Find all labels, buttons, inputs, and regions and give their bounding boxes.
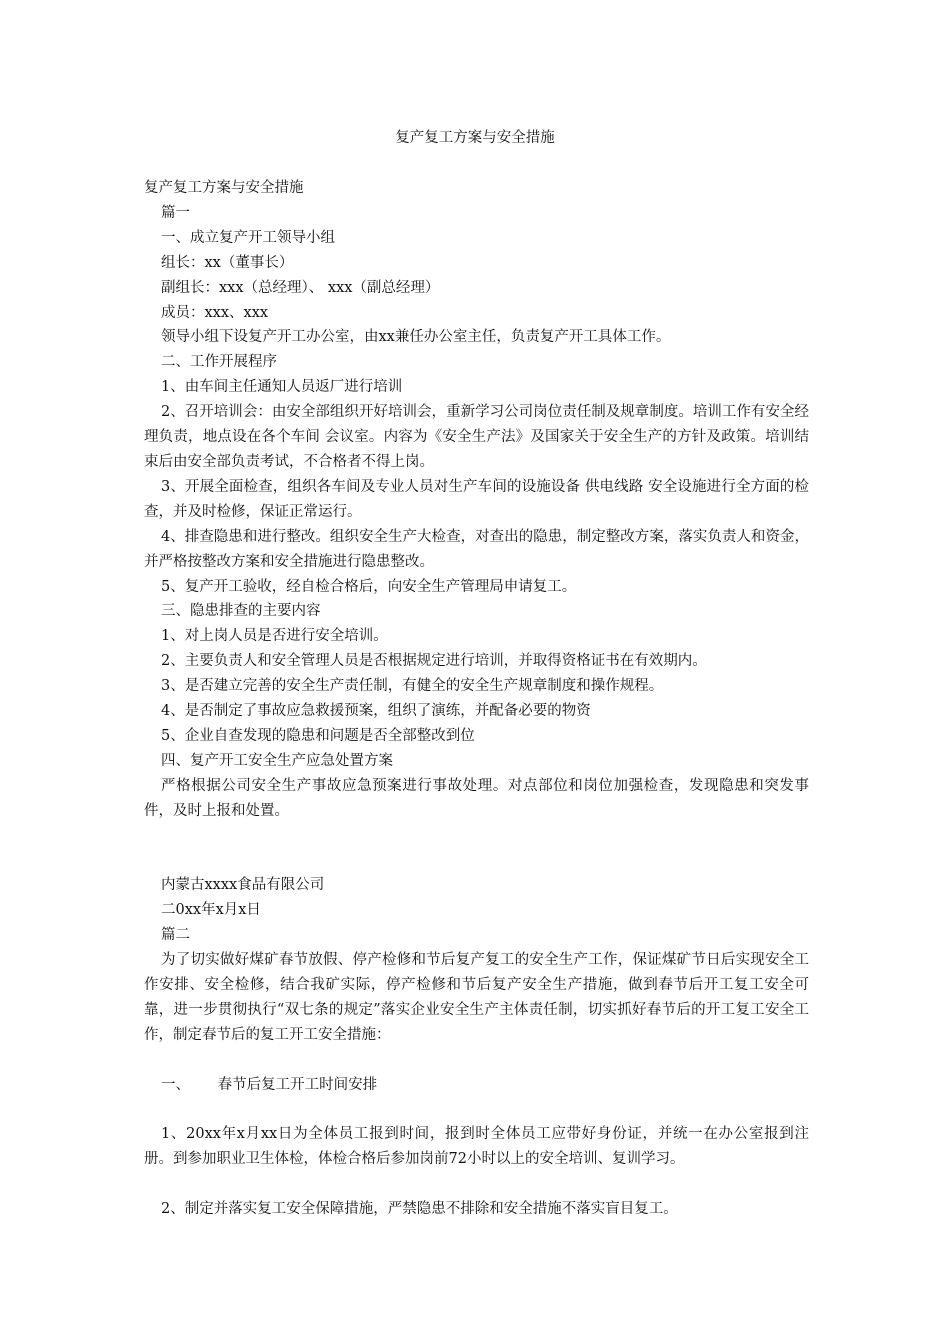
paragraph: 4、排查隐患和进行整改。组织安全生产大检查，对查出的隐患，制定整改方案，落实负责人和资金，并严格按整改方案和安全措施进行隐患整改。	[144, 528, 809, 570]
paragraph: 篇二	[161, 927, 190, 944]
paragraph: 5、企业自查发现的隐患和问题是否全部整改到位	[161, 727, 475, 744]
paragraph: 5、复产开工验收，经自检合格后，向安全生产管理局申请复工。	[161, 578, 577, 595]
paragraph: 二0xx年x月x日	[161, 902, 261, 919]
paragraph: 2、制定并落实复工安全保障措施，严禁隐患不排除和安全措施不落实盲目复工。	[161, 1201, 678, 1218]
blank-line	[144, 848, 809, 873]
blank-line	[144, 824, 809, 849]
paragraph: 篇一	[161, 204, 190, 221]
paragraph: 一、 春节后复工开工时间安排	[161, 1076, 378, 1093]
paragraph: 为了切实做好煤矿春节放假、停产检修和节后复产复工的安全生产工作，保证煤矿节日后实现安全工作安排、安全检修，结合我矿实际，停产检修和节后复产安全生产措施，做到春节后开工复工安全可靠，进一步贯彻执行“双七条的规定”落实企业安全生产主体责任制，切实抓好春节后的开工复工安全工作，制定春节后的复工开工安全措施：	[144, 952, 809, 1043]
paragraph: 2、召开培训会：由安全部组织开好培训会，重新学习公司岗位责任制及规章制度。培训工作有安全经理负责，地点设在各个车间 会议室。内容为《安全生产法》及国家关于安全生产的方针及政策。培训结束后由安全部负责考试，不合格者不得上岗。	[144, 404, 809, 470]
document-title: 复产复工方案与安全措施	[395, 130, 555, 146]
paragraph: 成员：xxx、xxx	[161, 304, 269, 321]
paragraph: 1、对上岗人员是否进行安全培训。	[161, 628, 388, 645]
paragraph: 3、开展全面检查，组织各车间及专业人员对生产车间的设施设备 供电线路 安全设施进行全方面的检查，并及时检修，保证正常运行。	[144, 478, 809, 520]
paragraph: 严格根据公司安全生产事故应急预案进行事故处理。对点部位和岗位加强检查，发现隐患和突发事件，及时上报和处置。	[144, 777, 809, 819]
paragraph: 四、复产开工安全生产应急处置方案	[161, 752, 393, 769]
document-body	[144, 176, 809, 1222]
paragraph: 2、主要负责人和安全管理人员是否根据规定进行培训，并取得资格证书在有效期内。	[161, 653, 707, 670]
paragraph: 领导小组下设复产开工办公室，由xx兼任办公室主任，负责复产开工具体工作。	[161, 329, 671, 346]
blank-line	[144, 1172, 809, 1197]
blank-line	[144, 1048, 809, 1073]
paragraph: 副组长：xxx（总经理）、 xxx（副总经理）	[161, 279, 440, 296]
paragraph: 二、工作开展程序	[161, 354, 277, 371]
blank-line	[144, 1097, 809, 1122]
paragraph: 4、是否制定了事故应急救援预案，组织了演练，并配备必要的物资	[161, 703, 591, 720]
paragraph: 复产复工方案与安全措施	[144, 180, 304, 196]
paragraph: 组长：xx（董事长）	[161, 254, 294, 271]
paragraph: 3、是否建立完善的安全生产责任制，有健全的安全生产规章制度和操作规程。	[161, 678, 664, 695]
paragraph: 内蒙古xxxx食品有限公司	[161, 877, 325, 894]
paragraph: 1、20xx年x月xx日为全体员工报到时间，报到时全体员工应带好身份证，并统一在办公室报到注册。到参加职业卫生体检，体检合格后参加岗前72小时以上的安全培训、复训学习。	[144, 1126, 809, 1168]
paragraph: 一、成立复产开工领导小组	[161, 229, 335, 246]
paragraph: 三、隐患排查的主要内容	[161, 603, 321, 620]
paragraph: 1、由车间主任通知人员返厂进行培训	[161, 379, 403, 396]
